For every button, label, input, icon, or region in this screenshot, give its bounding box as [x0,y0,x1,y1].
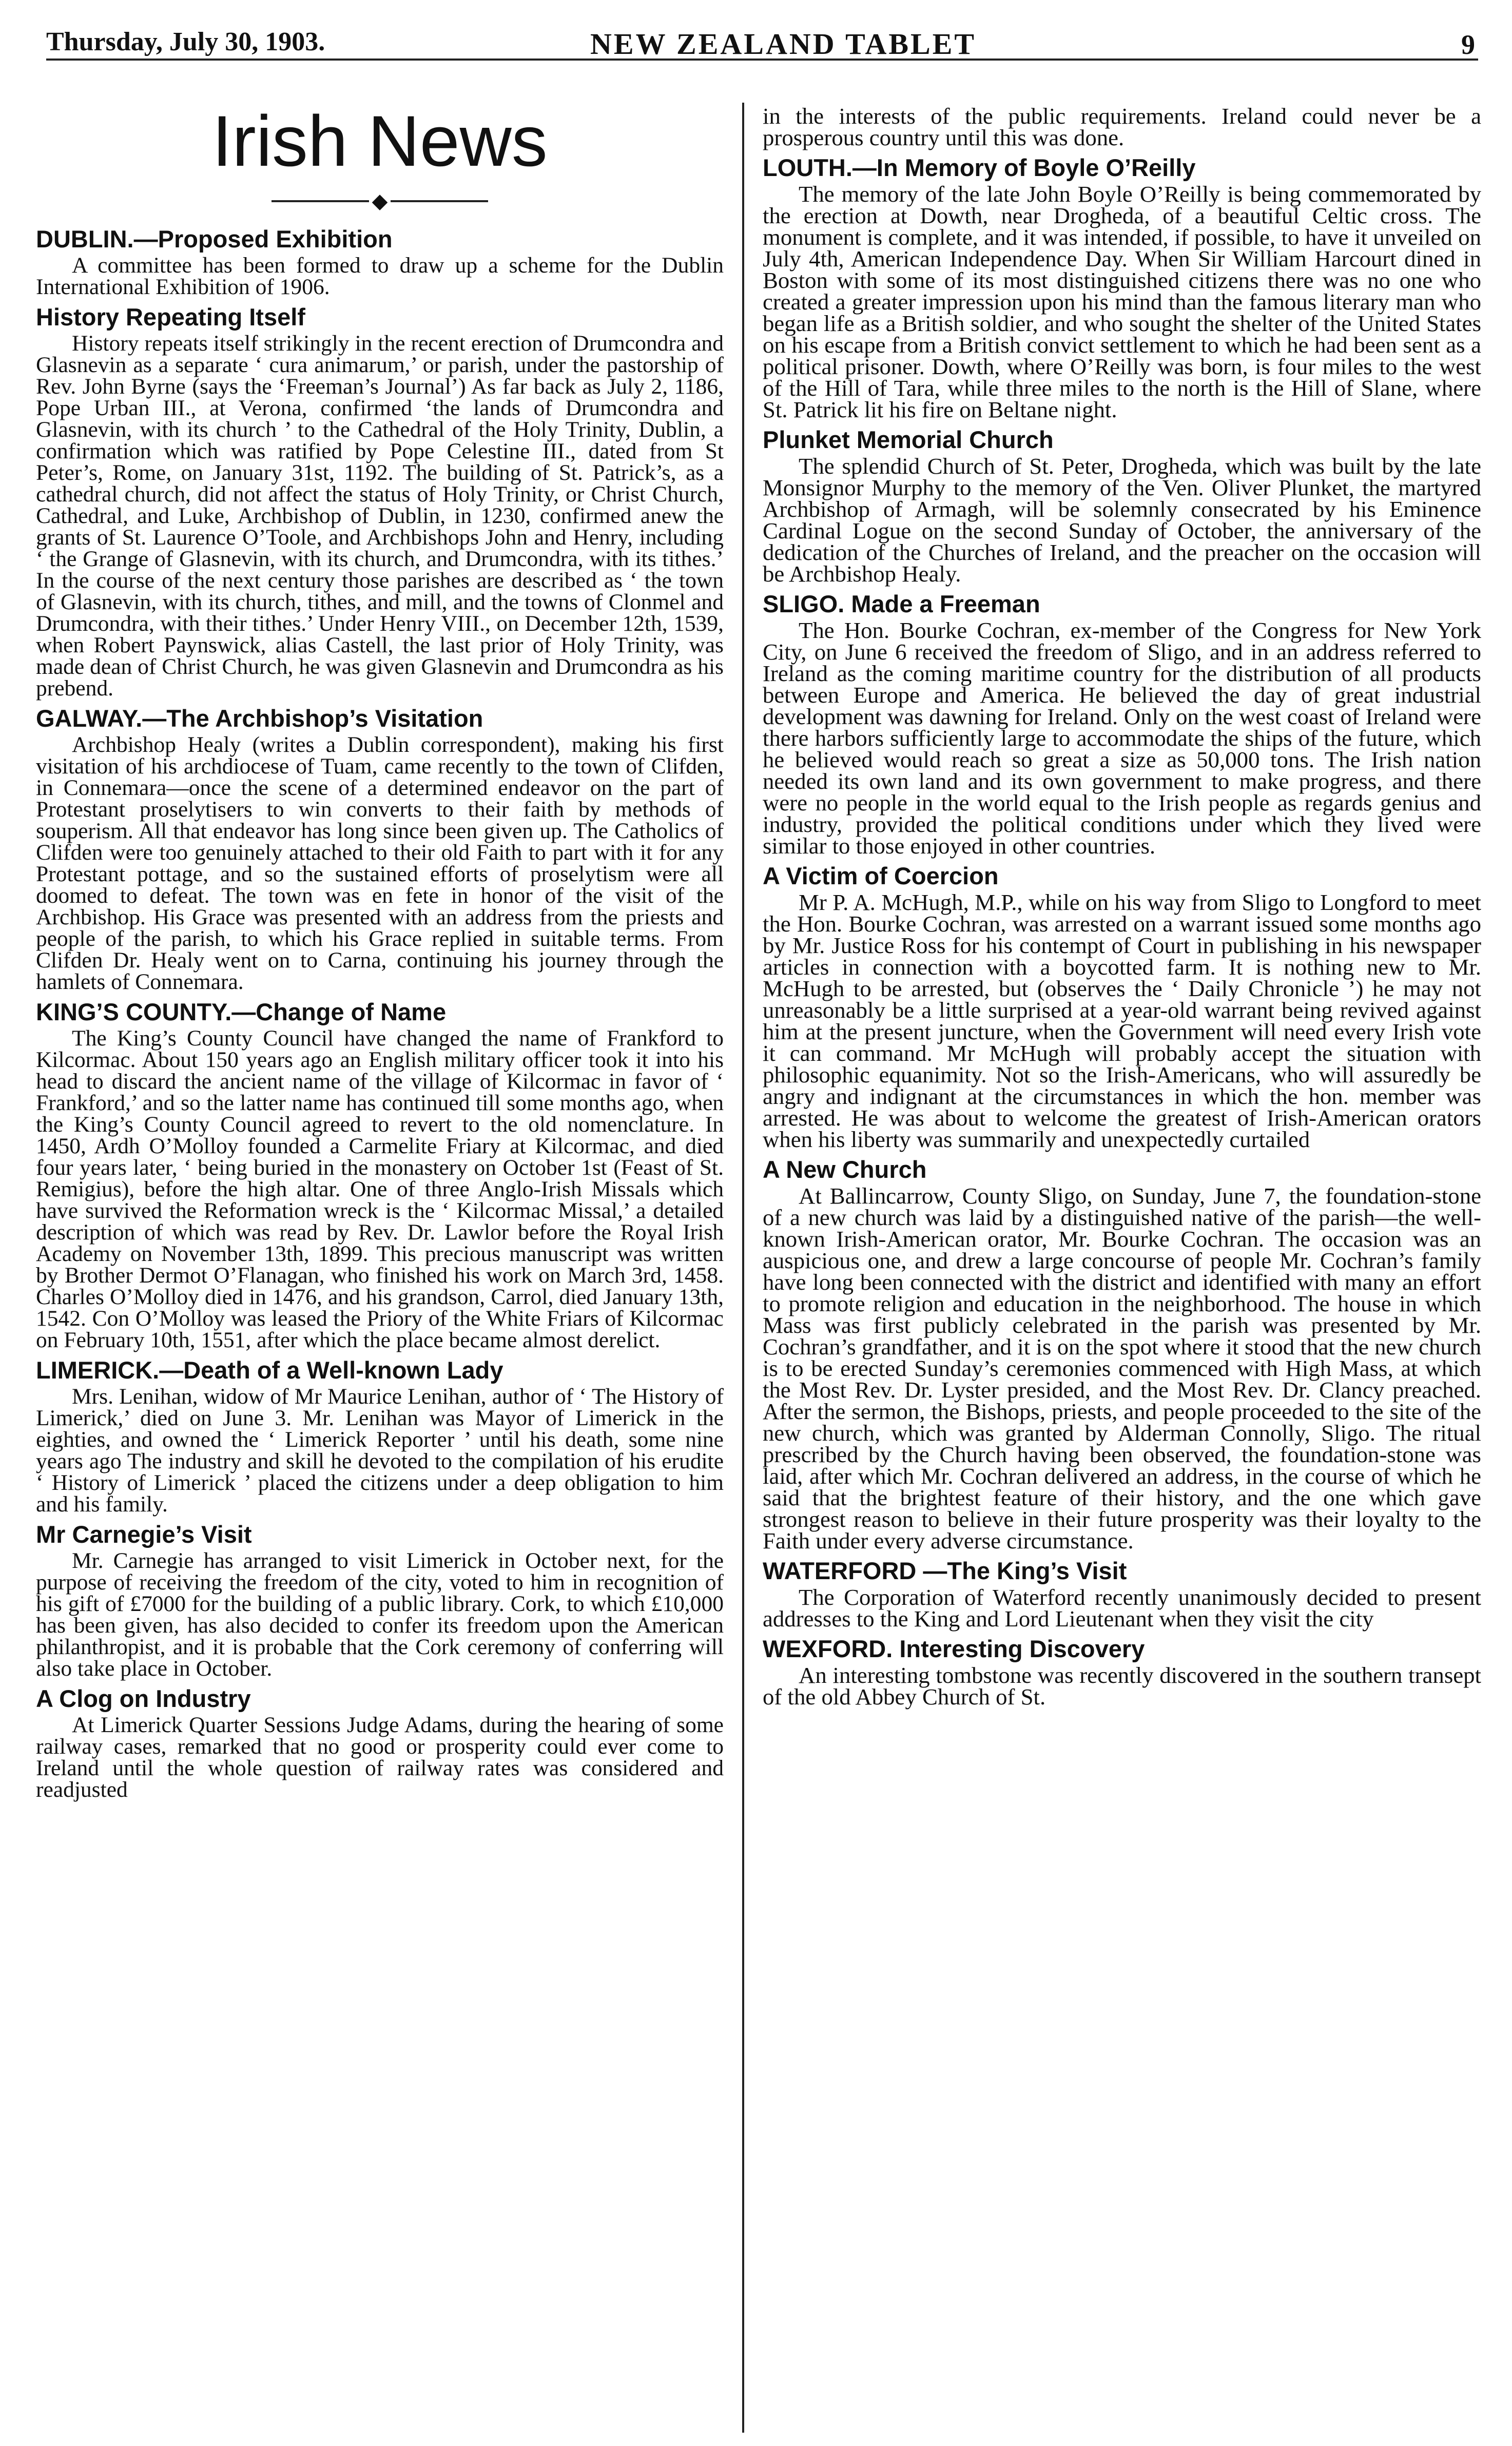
article-new-church [763,1156,1481,1554]
article-headline: WATERFORD —The King’s Visit [763,1557,1127,1584]
article-body: Mrs. Lenihan, widow of Mr Maurice Lenihan, author of ‘ The History of Limerick,’ died on June 3. Mr. Lenihan was Mayor of Limerick in the eighties, and owned the ‘ Limerick Reporter ’ until his death, some nine years ago The industry and skill he devoted to the compilation of his erudite ‘ History of Limerick ’ placed the citizens under a deep obligation to him and his family. [36,1384,724,1517]
continued-text: in the interests of the public requirements. Ireland could never be a prosperous country until this was done. [763,105,1481,150]
article-headline: DUBLIN.—Proposed Exhibition [36,225,393,253]
article-body: The memory of the late John Boyle O’Reilly is being commemorated by the erection at Dowth, near Drogheda, of a beautiful Celtic cross. The monument is complete, and it was intended, if possible, to have it unveiled on July 4th, American Independence Day. When Sir William Harcourt dined in Boston with some of its most distinguished citizens there was no one who created a greater impression upon his mind than the famous literary man who began life as a British soldier, and who sought the shelter of the United States on his escape from a British convict settlement to which he had been sent as a political prisoner. Dowth, where O’Reilly was born, is four miles to the west of the Hill of Tara, while three miles to the north is the Hill of Slane, where St. Patrick lit his fire on Beltane night. [763,181,1481,422]
article-headline: LIMERICK.—Death of a Well-known Lady [36,1356,503,1384]
article-limerick-death [36,1357,724,1515]
article-headline: WEXFORD. Interesting Discovery [763,1635,1145,1662]
article-body: At Ballincarrow, County Sligo, on Sunday, June 7, the foundation-stone of a new church was laid by a distinguished native of the parish—the well-known Irish-American orator, Mr. Bourke Cochran. The occasion was an auspicious one, and drew a large concourse of people Mr. Cochran’s family have long been connected with the district and identified with many an effort to promote religion and education in the neighborhood. The house in which Mass was first publicly celebrated in the parish was presented by Mr. Cochran’s grandfather, and it is on the spot where it stood that the new church is to be erected Sunday’s ceremonies commenced with High Mass, at which the Most Rev. Dr. Lyster presided, and the Most Rev. Dr. Clancy preached. After the sermon, the Bishops, priests, and people proceeded to the site of the new church, which was granted by Alderman Connolly, Sligo. The ritual prescribed by the Church having been observed, the foundation-stone was laid, after which Mr. Cochran delivered an address, in the course of which he said that the brightest feature of their history, and the one which gave strongest reason to believe in their future prosperity was their loyalty to the Faith under every adverse circumstance. [763,1183,1481,1554]
article-history-repeating [36,304,724,699]
article-headline: History Repeating Itself [36,303,305,331]
column-divider [742,103,744,2433]
ornament-rule [391,200,488,202]
article-kings-county [36,999,724,1351]
article-headline: KING’S COUNTY.—Change of Name [36,998,447,1025]
article-body: The splendid Church of St. Peter, Drogheda, which was built by the late Monsignor Murphy to the memory of the Ven. Oliver Plunket, the martyred Archbishop of Armagh, will be solemnly consecrated by his Eminence Cardinal Logue on the second Sunday of October, the anniversary of the dedication of the Churches of Ireland, and the preacher on the occasion will be Archbishop Healy. [763,453,1481,587]
title-ornament [36,189,724,211]
article-body: Mr P. A. McHugh, M.P., while on his way from Sligo to Longford to meet the Hon. Bourke Cochran, was arrested on a warrant issued some months ago by Mr. Justice Ross for his contempt of Court in publishing in his newspaper articles in connection with a boycotted farm. It is nothing new to Mr. McHugh to be arrested, but (observes the ‘ Daily Chronicle ’) he may not unreasonably be a little surprised at a year-old warrant being revived against him at the present juncture, when the Government will need every Irish vote it can command. Mr McHugh will probably accept the situation with philosophic equanimity. Not so the Irish-Americans, who will assuredly be angry and indignant at the circumstances in which the hon. member was arrested. He was about to welcome the greatest of Irish-American orators when his liberty was summarily and unexpectedly curtailed [763,889,1481,1152]
page-header [46,27,1478,61]
article-clog-on-industry [36,1685,724,1800]
article-body: Archbishop Healy (writes a Dublin correspondent), making his first visitation of his archdiocese of Tuam, came recently to the town of Clifden, in Connemara—once the scene of a determined endeavor on the part of Protestant proselytisers to win converts to their faith by methods of souperism. All that endeavor has long since been given up. The Catholics of Clifden were too genuinely attached to their old Faith to part with it for any Protestant pottage, and so the sustained efforts of proselytism were all doomed to defeat. The town was en fete in honor of the visit of the Archbishop. His Grace was presented with an address from the priests and people of the parish, to which his Grace replied in suitable terms. From Clifden Dr. Healy went on to Carna, continuing his journey through the hamlets of Connemara. [36,732,724,994]
article-headline: LOUTH.—In Memory of Boyle O’Reilly [763,154,1196,181]
newspaper-title: NEW ZEALAND TABLET [590,27,977,61]
article-body: The Corporation of Waterford recently unanimously decided to present addresses to the King and Lord Lieutenant when they visit the city [763,1584,1481,1632]
right-column [763,105,1481,2435]
article-body: History repeats itself strikingly in the recent erection of Drumcondra and Glasnevin as a separate ‘ cura animarum,’ or parish, under the pastorship of Rev. John Byrne (says the ‘Freeman’s Journal’) As far back as July 2, 1186, Pope Urban III., at Verona, confirmed ‘the lands of Drumcondra and Glasnevin, with its church ’ to the Cathedral of the Holy Trinity, Dublin, a confirmation which was ratified by Pope Celestine III., dated from St Peter’s, Rome, on January 31st, 1192. The building of St. Patrick’s, as a cathedral church, did not affect the status of Holy Trinity, or Christ Church, Cathedral, and Luke, Archbishop of Dublin, in 1230, confirmed anew the grants of St. Laurence O’Toole, and Archbishops John and Henry, including ‘ the Grange of Glasnevin, with its church, and Drumcondra, with its tithes.’ In the course of the next century those parishes are described as ‘ the town of Glasnevin, with its church, tithes, and mill, and the towns of Clonmel and Drumcondra, with their tithes.’ Under Henry VIII., on December 12th, 1539, when Robert Paynswick, alias Castell, the last prior of Holy Trinity, was made dean of Christ Church, he was given Glasnevin and Drumcondra as his prebend. [36,331,724,701]
article-body: A committee has been formed to draw up a scheme for the Dublin International Exhibition of 1906. [36,253,724,299]
article-carnegie-visit [36,1521,724,1679]
article-louth-oreilly [763,154,1481,420]
article-plunket-memorial [763,426,1481,585]
article-body: At Limerick Quarter Sessions Judge Adams, during the hearing of some railway cases, remarked that no good or prosperity could ever come to Ireland until the whole question of railway rates was considered and readjusted [36,1712,724,1802]
article-headline: SLIGO. Made a Freeman [763,590,1040,617]
article-headline: A New Church [763,1156,927,1183]
diamond-icon: ◆ [372,189,388,212]
article-wexford-discovery [763,1635,1481,1710]
left-column [36,103,724,2433]
article-headline: Mr Carnegie’s Visit [36,1520,252,1548]
article-body: Mr. Carnegie has arranged to visit Limerick in October next, for the purpose of receiving the freedom of the city, voted to him in recognition of his gift of £7000 for the building of a public library. Cork, to which £10,000 has been given, has also decided to confer its freedom upon the American philanthropist, and it is probable that the Cork ceremony of conferring will also take place in October. [36,1548,724,1681]
article-body: The Hon. Bourke Cochran, ex-member of the Congress for New York City, on June 6 received the freedom of Sligo, and in an address referred to Ireland as the coming maritime country for the distribution of all products between Europe and America. He believed the day of great industrial development was dawning for Ireland. Only on the west coast of Ireland were there harbors sufficiently large to accommodate the ships of the future, which he believed would reach so great a size as 50,000 tons. The Irish nation needed its own land and its own government to make progress, and there were no people in the world equal to the Irish people as regards genius and industry, provided the political conditions under which they lived were similar to those enjoyed in other countries. [763,617,1481,859]
article-galway-visitation [36,705,724,993]
article-waterford-kings-visit [763,1557,1481,1632]
article-body: An interesting tombstone was recently discovered in the southern transept of the old Abbey Church of St. [763,1662,1481,1710]
issue-date: Thursday, July 30, 1903. [46,27,325,56]
article-headline: GALWAY.—The Archbishop’s Visitation [36,704,483,732]
article-sligo-freeman [763,591,1481,857]
article-headline: A Clog on Industry [36,1684,251,1712]
article-victim-of-coercion [763,863,1481,1150]
article-headline: Plunket Memorial Church [763,426,1054,453]
article-headline: A Victim of Coercion [763,862,999,889]
ornament-rule [272,200,369,202]
article-body: The King’s County Council have changed the name of Frankford to Kilcormac. About 150 years ago an English military officer took it into his head to discard the ancient name of the village of Kilcormac in favor of ‘ Frankford,’ and so the latter name has continued till some months ago, when the King’s County Council agreed to revert to the old nomenclature. In 1450, Ardh O’Molloy founded a Carmelite Friary at Kilcormac, and died four years later, ‘ being buried in the monastery on October 1st (Feast of St. Remigius), before the high altar. One of three Anglo-Irish Missals which have survived the Reformation wreck is the ‘ Kilcormac Missal,’ a detailed description of which was read by Rev. Dr. Lawlor before the Royal Irish Academy on November 13th, 1899. This precious manuscript was written by Brother Dermot O’Flanagan, who finished his work on March 3rd, 1458. Charles O’Molloy died in 1476, and his grandson, Carrol, died January 13th, 1542. Con O’Molloy was leased the Priory of the White Friars of Kilcormac on February 10th, 1551, after which the place became almost derelict. [36,1025,724,1352]
page-number: 9 [1461,29,1475,60]
section-title: Irish News [212,103,548,181]
article-dublin-exhibition [36,226,724,298]
